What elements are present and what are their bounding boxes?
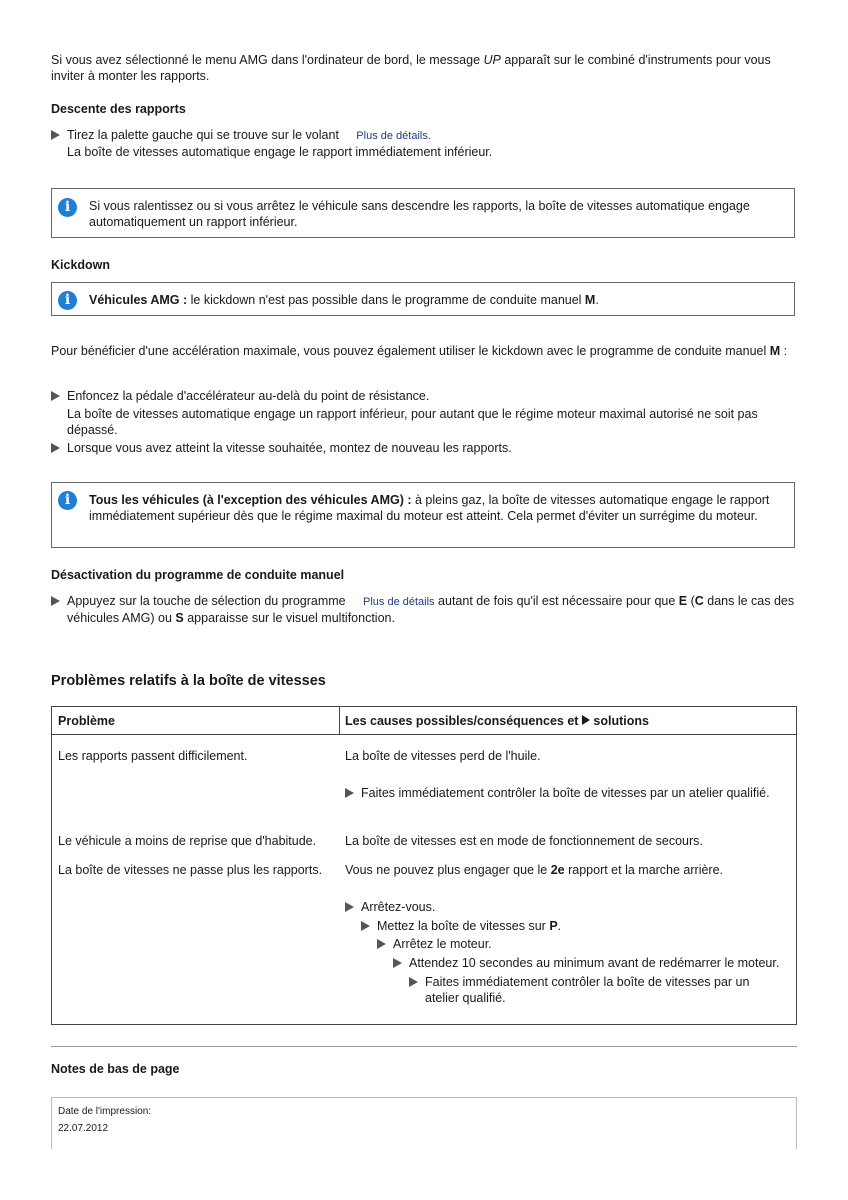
info-box-all-vehicles xyxy=(51,482,795,548)
step-arrow-icon xyxy=(393,958,402,968)
problem-cell: La boîte de vitesses ne passe plus les rapports. xyxy=(58,863,323,877)
header-causes-text: Les causes possibles/conséquences et xyxy=(345,714,582,728)
step-arrow-icon xyxy=(51,391,60,401)
info-body: le kickdown n'est pas possible dans le programme de conduite manuel xyxy=(187,293,585,307)
kickdown-text-end: : xyxy=(780,344,788,358)
step-text-c: ( xyxy=(687,594,695,608)
solution-step xyxy=(345,785,790,801)
solution-text: Faites immédiatement contrôler la boîte de vitesses par un atelier qualifié. xyxy=(425,975,750,1005)
mode-c: C xyxy=(694,594,704,608)
solution-step-5 xyxy=(409,974,769,1006)
step-kickdown-2 xyxy=(51,440,796,456)
cause-text-a: Vous ne pouvez plus engager que le xyxy=(345,863,551,877)
footnotes-heading: Notes de bas de page xyxy=(51,1062,180,1076)
up-message: UP xyxy=(483,53,501,67)
info-text: Si vous ralentissez ou si vous arrêtez le véhicule sans descendre les rapports, la boîte de vitesses automatique engage automatiquement un rapport inférieur. xyxy=(89,199,750,229)
info-icon: i xyxy=(58,291,77,310)
step-descente xyxy=(51,127,796,160)
info-box-ralentir xyxy=(51,188,795,238)
cause-cell: La boîte de vitesses perd de l'huile. xyxy=(345,749,541,763)
mode-s: S xyxy=(175,611,184,625)
solution-step-1 xyxy=(345,899,790,915)
intro-paragraph xyxy=(51,52,796,84)
step-arrow-icon xyxy=(377,939,386,949)
info-icon: i xyxy=(58,198,77,217)
header-solutions-text: solutions xyxy=(589,714,649,728)
step-text: Enfoncez la pédale d'accélérateur au-delà du point de résistance. xyxy=(67,389,430,403)
intro-text: Si vous avez sélectionné le menu AMG dans l'ordinateur de bord, le message xyxy=(51,53,484,67)
details-link[interactable]: Plus de détails xyxy=(363,596,435,608)
intro-text-end: apparaît sur le combiné d'instruments pour vous inviter à monter les rapports. xyxy=(51,53,771,83)
step-text-e: apparaisse sur le visuel multifonction. xyxy=(183,611,395,625)
solution-step-2 xyxy=(361,918,790,934)
problem-cell: Les rapports passent difficilement. xyxy=(58,749,248,763)
print-date-box xyxy=(51,1097,797,1149)
info-icon: i xyxy=(58,491,77,510)
solution-step-4 xyxy=(393,955,793,971)
step-text-b: autant de fois qu'il est nécessaire pour que xyxy=(434,594,679,608)
solution-text: Attendez 10 secondes au minimum avant de redémarrer le moteur. xyxy=(409,956,780,970)
solution-text-a: Mettez la boîte de vitesses sur xyxy=(377,919,550,933)
section-heading-desactivation: Désactivation du programme de conduite manuel xyxy=(51,568,345,582)
step-text-d: dans le cas des véhicules AMG) ou xyxy=(67,594,795,625)
section-heading-kickdown: Kickdown xyxy=(51,258,111,272)
mode-e: E xyxy=(678,594,688,608)
solution-text: Arrêtez-vous. xyxy=(361,900,436,914)
solution-text-c: . xyxy=(557,919,562,933)
cause-cell: La boîte de vitesses est en mode de fonctionnement de secours. xyxy=(345,834,703,848)
step-arrow-icon xyxy=(51,130,60,140)
step-arrow-icon xyxy=(409,977,418,987)
problem-cell: Le véhicule a moins de reprise que d'habitude. xyxy=(58,834,317,848)
step-desactivation xyxy=(51,593,796,626)
info-text xyxy=(89,492,776,524)
header-arrow-icon xyxy=(582,715,590,725)
info-text xyxy=(89,292,776,308)
mode-m: M xyxy=(584,293,596,307)
step-text: Tirez la palette gauche qui se trouve sur le volant xyxy=(67,128,339,142)
solution-text: Arrêtez le moteur. xyxy=(393,937,492,951)
kickdown-paragraph xyxy=(51,343,796,359)
step-arrow-icon xyxy=(345,902,354,912)
problems-table xyxy=(51,706,797,1025)
step-arrow-icon xyxy=(51,596,60,606)
cause-cell xyxy=(345,862,723,878)
print-date-label: Date de l'impression: xyxy=(58,1106,152,1117)
info-bold-label: Véhicules AMG : xyxy=(89,293,188,307)
step-text: Lorsque vous avez atteint la vitesse souhaitée, montez de nouveau les rapports. xyxy=(67,441,512,455)
step-arrow-icon xyxy=(51,443,60,453)
info-end: . xyxy=(595,293,599,307)
solution-text: Faites immédiatement contrôler la boîte de vitesses par un atelier qualifié. xyxy=(361,786,770,800)
kickdown-text: Pour bénéficier d'une accélération maximale, vous pouvez également utiliser le kickdown avec le programme de conduite manuel xyxy=(51,344,770,358)
section-heading-descente: Descente des rapports xyxy=(51,102,186,116)
link-period: . xyxy=(427,130,431,142)
mode-m: M xyxy=(769,344,781,358)
table-header-divider xyxy=(52,734,796,735)
info-body: à pleins gaz, la boîte de vitesses automatique engage le rapport immédiatement supérieur dès que le régime maximal du moteur est atteint. Cela permet d'éviter un surrégime du moteur. xyxy=(89,493,770,523)
table-column-divider xyxy=(339,707,340,734)
table-header-causes xyxy=(345,713,649,729)
gear-2e: 2e xyxy=(550,863,565,877)
section-heading-problems: Problèmes relatifs à la boîte de vitesses xyxy=(51,673,326,689)
solution-step-3 xyxy=(377,936,790,952)
info-bold-label: Tous les véhicules (à l'exception des véhicules AMG) : xyxy=(89,493,412,507)
step-text: Appuyez sur la touche de sélection du programme xyxy=(67,594,346,608)
print-date-value: 22.07.2012 xyxy=(58,1123,109,1134)
step-arrow-icon xyxy=(361,921,370,931)
gear-p: P xyxy=(549,919,558,933)
details-link[interactable]: Plus de détails xyxy=(356,130,428,142)
info-box-amg xyxy=(51,282,795,316)
section-divider xyxy=(51,1046,797,1047)
step-kickdown-1 xyxy=(51,388,796,438)
step-result: La boîte de vitesses automatique engage un rapport inférieur, pour autant que le régime moteur maximal autorisé ne soit pas dépassé. xyxy=(67,407,758,437)
cause-text-c: rapport et la marche arrière. xyxy=(564,863,724,877)
solution-text xyxy=(377,918,790,934)
step-result: La boîte de vitesses automatique engage le rapport immédiatement inférieur. xyxy=(67,145,493,159)
step-arrow-icon xyxy=(345,788,354,798)
table-header-problem: Problème xyxy=(58,714,115,728)
